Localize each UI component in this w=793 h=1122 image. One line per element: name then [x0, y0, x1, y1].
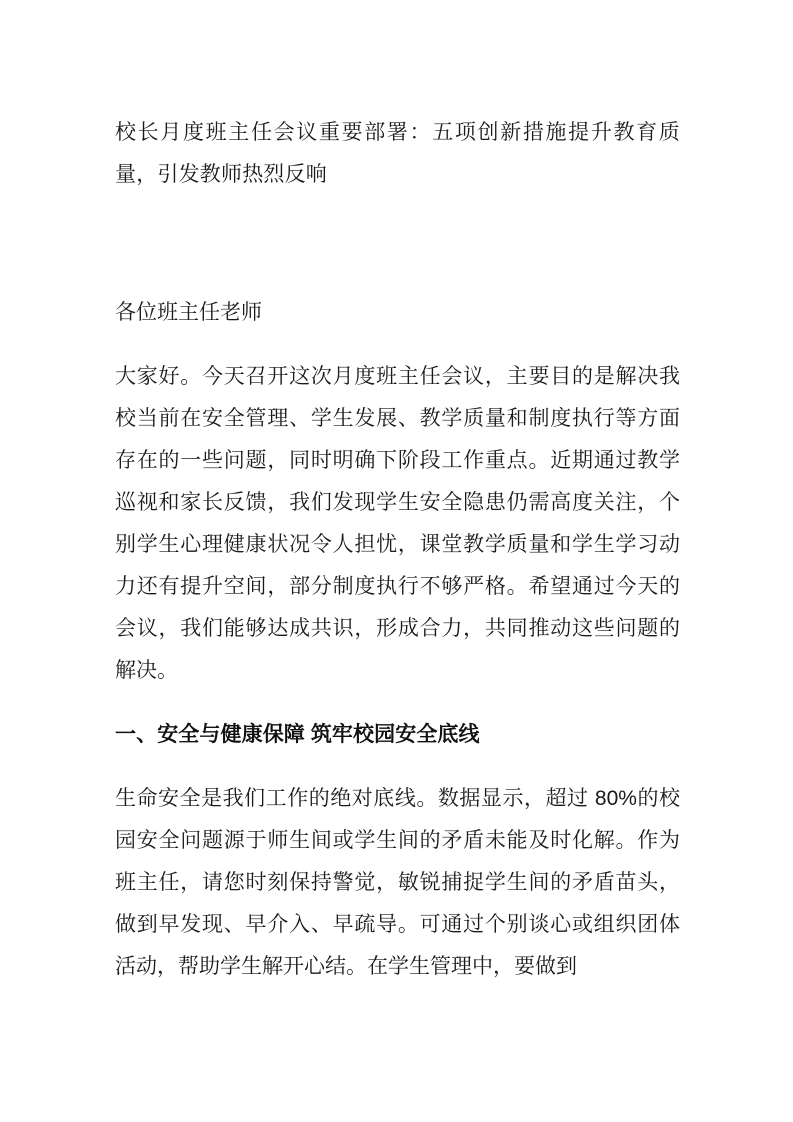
salutation-line: 各位班主任老师 [115, 301, 262, 324]
document-content-column [115, 0, 680, 988]
intro-paragraph: 大家好。今天召开这次月度班主任会议，主要目的是解决我校当前在安全管理、学生发展、教学质量和制度执行等方面存在的一些问题，同时明确下阶段工作重点。近期通过教学巡视和家长反馈，我们发现学生安全隐患仍需高度关注，个别学生心理健康状况令人担忧，课堂教学质量和学生学习动力还有提升空间，部分制度执行不够严格。希望通过今天的会议，我们能够达成共识，形成合力，共同推动这些问题的解决。 [115, 365, 680, 682]
document-title: 校长月度班主任会议重要部署：五项创新措施提升教育质量，引发教师热烈反响 [115, 121, 680, 186]
section-heading-safety-health: 一、安全与健康保障 筑牢校园安全底线 [115, 723, 480, 746]
section-paragraph-safety-health: 生命安全是我们工作的绝对底线。数据显示，超过 80%的校园安全问题源于师生间或学生间的矛盾未能及时化解。作为班主任，请您时刻保持警觉，敏锐捕捉学生间的矛盾苗头，做到早发现、早介入、早疏导。可通过个别谈心或组织团体活动，帮助学生解开心结。在学生管理中，要做到 [115, 787, 680, 978]
title-body-spacer [115, 196, 680, 292]
